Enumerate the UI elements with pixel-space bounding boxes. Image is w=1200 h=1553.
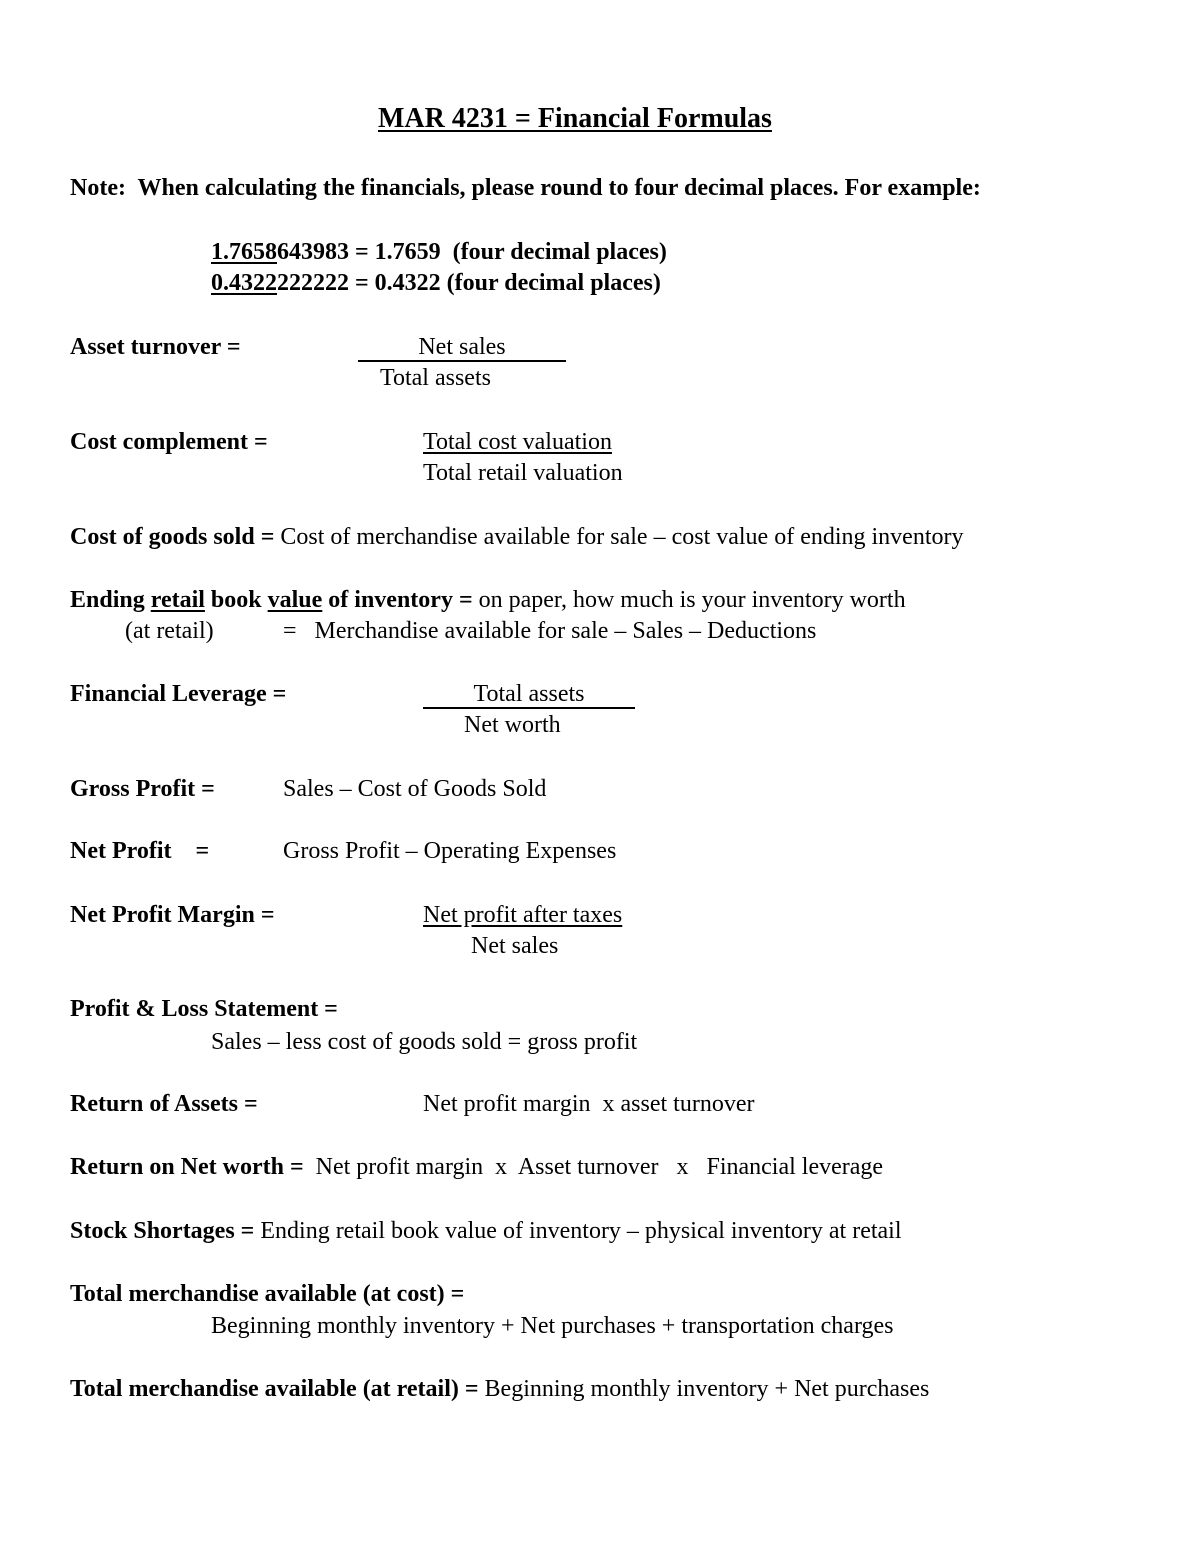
example-2-result: = 0.4322 (four decimal places): [349, 270, 661, 296]
net-profit-margin-label: Net Profit Margin =: [70, 902, 275, 928]
ending-retail-label-retail: retail: [150, 587, 205, 613]
asset-turnover-numerator: Net sales: [358, 335, 566, 362]
tma-retail-label: Total merchandise available (at retail) =: [70, 1376, 479, 1402]
stock-shortages-label: Stock Shortages =: [70, 1218, 255, 1244]
cogs-label: Cost of goods sold =: [70, 524, 275, 550]
ending-retail-value: on paper, how much is your inventory worth: [472, 587, 906, 613]
cogs-value: Cost of merchandise available for sale – cost value of ending inventory: [274, 524, 964, 550]
net-profit-label: Net Profit =: [70, 838, 210, 864]
cost-complement-numerator: Total cost valuation: [423, 429, 612, 455]
gross-profit-label: Gross Profit =: [70, 776, 215, 802]
stock-shortages-value: Ending retail book value of inventory – physical inventory at retail: [254, 1218, 902, 1244]
return-net-worth-value: Net profit margin x Asset turnover x Financial leverage: [303, 1154, 884, 1180]
tma-cost-label: Total merchandise available (at cost) =: [70, 1281, 465, 1307]
tma-retail-value: Beginning monthly inventory + Net purchases: [478, 1376, 930, 1402]
return-assets-value: Net profit margin x asset turnover: [423, 1091, 755, 1117]
ending-retail-label-1: Ending: [70, 587, 151, 613]
net-profit-value: Gross Profit – Operating Expenses: [283, 838, 617, 864]
cogs-formula: [70, 525, 964, 549]
financial-leverage-label: Financial Leverage =: [70, 681, 287, 707]
stock-shortages-formula: [70, 1219, 902, 1243]
pl-statement-label: Profit & Loss Statement =: [70, 996, 338, 1022]
example-2-significant-digits: 0.4322: [211, 270, 277, 296]
example-2-rest: 222222: [277, 270, 349, 296]
cost-complement-label: Cost complement =: [70, 429, 268, 455]
tma-cost-value: Beginning monthly inventory + Net purchases + transportation charges: [211, 1313, 894, 1339]
example-1-rest: 643983: [277, 239, 349, 265]
example-1: [211, 240, 667, 264]
rounding-note: Note: When calculating the financials, please round to four decimal places. For example:: [70, 175, 981, 201]
page-title: MAR 4231 = Financial Formulas: [378, 103, 772, 134]
gross-profit-value: Sales – Cost of Goods Sold: [283, 776, 547, 802]
pl-statement-value: Sales – less cost of goods sold = gross profit: [211, 1029, 638, 1055]
ending-retail-formula: [70, 588, 906, 612]
tma-retail-formula: [70, 1377, 929, 1401]
financial-leverage-denominator: Net worth: [464, 712, 561, 738]
example-1-significant-digits: 1.7658: [211, 239, 277, 265]
return-net-worth-label: Return on Net worth =: [70, 1154, 304, 1180]
example-2: [211, 271, 661, 295]
asset-turnover-label: Asset turnover =: [70, 334, 241, 360]
net-profit-margin-denominator: Net sales: [471, 933, 559, 959]
financial-leverage-numerator: Total assets: [423, 682, 635, 709]
asset-turnover-denominator: Total assets: [380, 365, 491, 391]
cost-complement-denominator: Total retail valuation: [423, 460, 623, 486]
net-profit-margin-numerator: Net profit after taxes: [423, 902, 623, 928]
ending-retail-label-5: of inventory =: [322, 587, 473, 613]
ending-retail-sub-value: = Merchandise available for sale – Sales – Deductions: [283, 618, 817, 644]
ending-retail-sub-label: (at retail): [125, 618, 214, 644]
return-net-worth-formula: [70, 1155, 883, 1179]
example-1-result: = 1.7659 (four decimal places): [349, 239, 667, 265]
ending-retail-label-value: value: [267, 587, 323, 613]
return-assets-label: Return of Assets =: [70, 1091, 258, 1117]
ending-retail-label-3: book: [204, 587, 268, 613]
